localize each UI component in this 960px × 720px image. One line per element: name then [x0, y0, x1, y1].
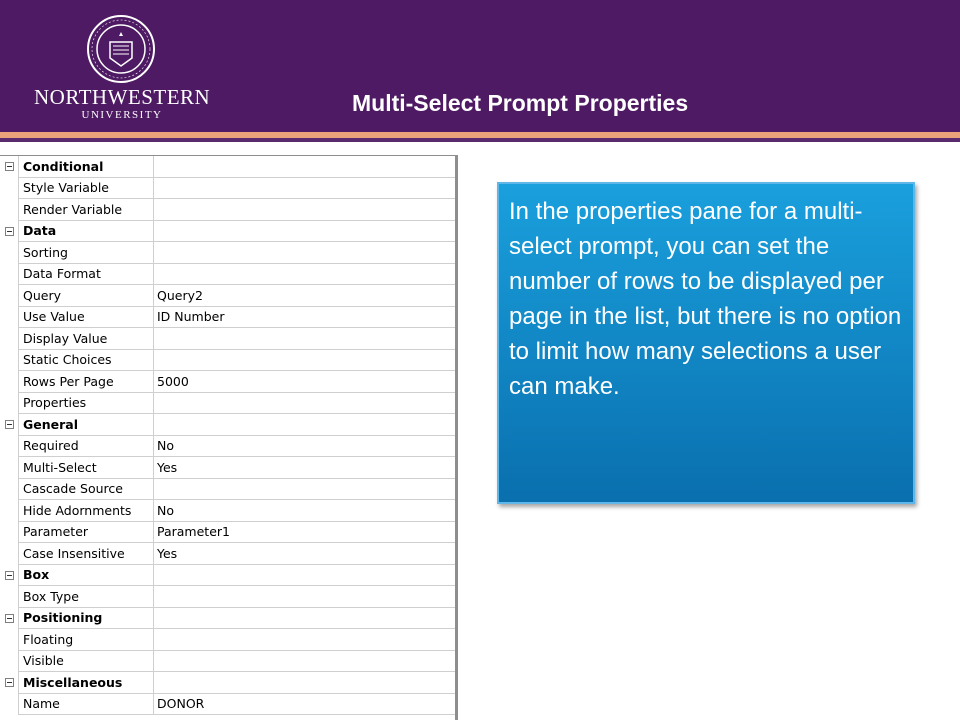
category-gutter[interactable] — [0, 672, 19, 694]
property-value[interactable]: No — [154, 500, 455, 522]
row-gutter — [0, 307, 19, 329]
wordmark-line1: NORTHWESTERN — [34, 85, 211, 109]
row-gutter — [0, 629, 19, 651]
property-value[interactable]: DONOR — [154, 694, 455, 716]
property-name: Use Value — [19, 307, 154, 329]
wordmark-line2: UNIVERSITY — [81, 109, 163, 121]
page-title: Multi-Select Prompt Properties — [352, 90, 689, 116]
property-name: Cascade Source — [19, 479, 154, 501]
property-name: Render Variable — [19, 199, 154, 221]
category-label: Conditional — [19, 156, 154, 178]
header-bar — [0, 0, 960, 132]
category-gutter[interactable] — [0, 414, 19, 436]
property-row[interactable] — [0, 651, 455, 673]
collapse-toggle-icon[interactable] — [5, 162, 14, 171]
property-name: Rows Per Page — [19, 371, 154, 393]
property-value[interactable] — [154, 242, 455, 264]
property-value[interactable] — [154, 393, 455, 415]
property-row[interactable] — [0, 543, 455, 565]
category-row[interactable] — [0, 608, 455, 630]
category-row[interactable] — [0, 414, 455, 436]
property-name: Style Variable — [19, 178, 154, 200]
property-value[interactable]: Query2 — [154, 285, 455, 307]
property-value[interactable] — [154, 178, 455, 200]
category-label: General — [19, 414, 154, 436]
row-gutter — [0, 694, 19, 716]
property-row[interactable] — [0, 479, 455, 501]
property-value[interactable]: Yes — [154, 457, 455, 479]
property-row[interactable] — [0, 285, 455, 307]
category-gutter[interactable] — [0, 608, 19, 630]
property-name: Sorting — [19, 242, 154, 264]
property-row[interactable] — [0, 586, 455, 608]
category-row[interactable] — [0, 565, 455, 587]
header-divider-dark — [0, 138, 960, 142]
collapse-toggle-icon[interactable] — [5, 678, 14, 687]
property-row[interactable] — [0, 500, 455, 522]
property-name: Parameter — [19, 522, 154, 544]
row-gutter — [0, 264, 19, 286]
property-row[interactable] — [0, 457, 455, 479]
property-name: Multi-Select — [19, 457, 154, 479]
collapse-toggle-icon[interactable] — [5, 614, 14, 623]
property-row[interactable] — [0, 522, 455, 544]
category-gutter[interactable] — [0, 156, 19, 178]
row-gutter — [0, 393, 19, 415]
category-row[interactable] — [0, 221, 455, 243]
row-gutter — [0, 457, 19, 479]
property-row[interactable] — [0, 264, 455, 286]
property-value[interactable] — [154, 629, 455, 651]
property-value[interactable]: Parameter1 — [154, 522, 455, 544]
property-name: Static Choices — [19, 350, 154, 372]
property-row[interactable] — [0, 242, 455, 264]
row-gutter — [0, 500, 19, 522]
row-gutter — [0, 350, 19, 372]
property-value[interactable] — [154, 328, 455, 350]
property-value[interactable] — [154, 199, 455, 221]
property-value[interactable]: No — [154, 436, 455, 458]
category-label: Miscellaneous — [19, 672, 154, 694]
category-gutter[interactable] — [0, 221, 19, 243]
property-row[interactable] — [0, 350, 455, 372]
category-value-cell — [154, 565, 455, 587]
property-row[interactable] — [0, 393, 455, 415]
property-row[interactable] — [0, 629, 455, 651]
property-name: Display Value — [19, 328, 154, 350]
collapse-toggle-icon[interactable] — [5, 571, 14, 580]
property-name: Required — [19, 436, 154, 458]
property-row[interactable] — [0, 694, 455, 716]
properties-pane — [0, 155, 458, 720]
property-value[interactable] — [154, 479, 455, 501]
callout-text: In the properties pane for a multi-select prompt, you can set the number of rows to be displayed per page in the list, but there is no option to limit how many selections a user can make. — [509, 198, 902, 400]
university-seal-icon — [86, 14, 156, 84]
row-gutter — [0, 242, 19, 264]
category-gutter[interactable] — [0, 565, 19, 587]
category-value-cell — [154, 221, 455, 243]
category-row[interactable] — [0, 672, 455, 694]
category-label: Data — [19, 221, 154, 243]
row-gutter — [0, 328, 19, 350]
property-name: Case Insensitive — [19, 543, 154, 565]
property-value[interactable] — [154, 586, 455, 608]
category-value-cell — [154, 156, 455, 178]
property-name: Name — [19, 694, 154, 716]
property-name: Properties — [19, 393, 154, 415]
property-name: Hide Adornments — [19, 500, 154, 522]
category-row[interactable] — [0, 156, 455, 178]
collapse-toggle-icon[interactable] — [5, 227, 14, 236]
category-value-cell — [154, 672, 455, 694]
property-name: Box Type — [19, 586, 154, 608]
row-gutter — [0, 543, 19, 565]
row-gutter — [0, 285, 19, 307]
property-row[interactable] — [0, 328, 455, 350]
property-row[interactable] — [0, 307, 455, 329]
university-wordmark — [34, 86, 210, 122]
property-name: Floating — [19, 629, 154, 651]
row-gutter — [0, 436, 19, 458]
row-gutter — [0, 522, 19, 544]
row-gutter — [0, 371, 19, 393]
row-gutter — [0, 178, 19, 200]
property-value[interactable]: Yes — [154, 543, 455, 565]
property-value[interactable] — [154, 264, 455, 286]
property-name: Visible — [19, 651, 154, 673]
row-gutter — [0, 651, 19, 673]
callout-box — [497, 182, 915, 504]
category-value-cell — [154, 608, 455, 630]
property-value[interactable]: 5000 — [154, 371, 455, 393]
category-label: Box — [19, 565, 154, 587]
row-gutter — [0, 586, 19, 608]
collapse-toggle-icon[interactable] — [5, 420, 14, 429]
property-value[interactable] — [154, 651, 455, 673]
property-row[interactable] — [0, 178, 455, 200]
property-name: Data Format — [19, 264, 154, 286]
row-gutter — [0, 199, 19, 221]
property-value[interactable] — [154, 350, 455, 372]
property-value[interactable]: ID Number — [154, 307, 455, 329]
property-row[interactable] — [0, 371, 455, 393]
property-row[interactable] — [0, 199, 455, 221]
category-label: Positioning — [19, 608, 154, 630]
row-gutter — [0, 479, 19, 501]
property-name: Query — [19, 285, 154, 307]
category-value-cell — [154, 414, 455, 436]
property-row[interactable] — [0, 436, 455, 458]
